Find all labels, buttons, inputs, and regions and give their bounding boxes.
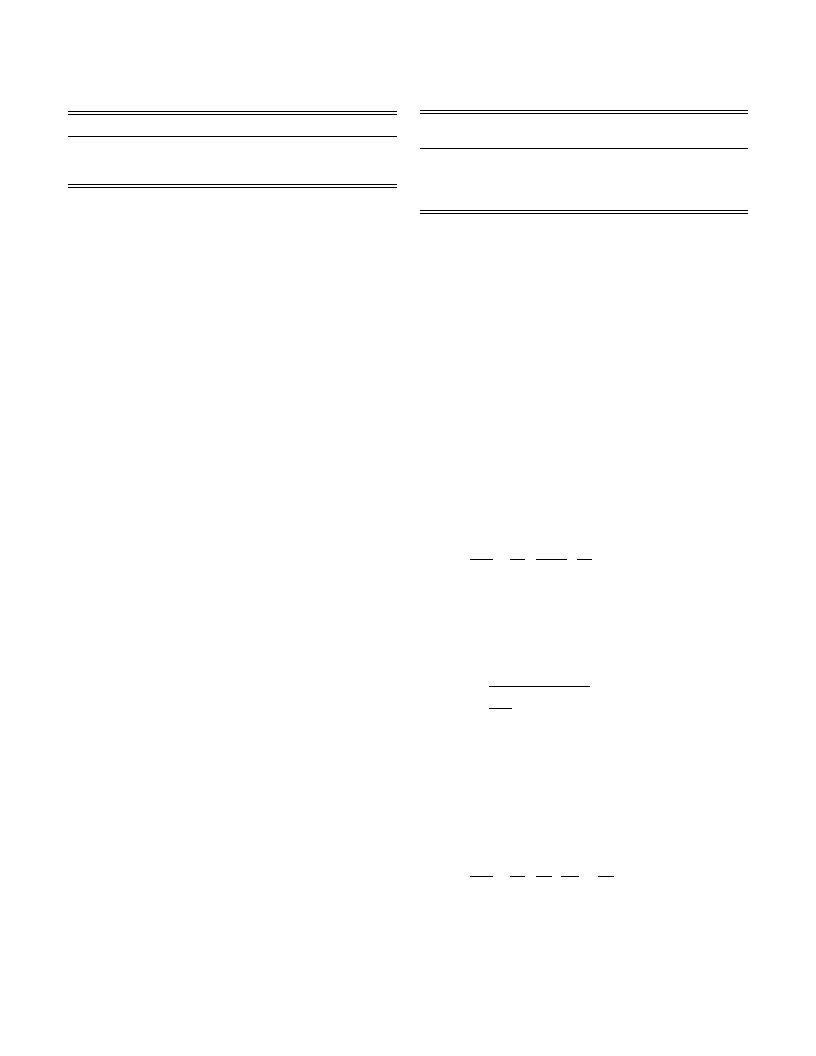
right-table-header-rule — [420, 148, 748, 149]
right-table-top-rule-1 — [420, 110, 748, 111]
left-table-top-rule-1 — [68, 111, 397, 112]
fraction-bar — [598, 876, 614, 877]
left-table-header-rule — [68, 136, 397, 137]
fraction-bar — [577, 559, 592, 560]
left-table-bottom-rule-2 — [68, 187, 397, 188]
right-table-bottom-rule-2 — [420, 213, 748, 214]
right-table-bottom-rule-1 — [420, 210, 748, 211]
fraction-bar — [536, 876, 552, 877]
fraction-bar — [489, 708, 512, 709]
fraction-bar — [536, 559, 567, 560]
left-table-bottom-rule-1 — [68, 184, 397, 185]
fraction-bar — [510, 876, 525, 877]
left-table-top-rule-2 — [68, 114, 397, 115]
fraction-bar — [489, 686, 590, 687]
fraction-bar — [470, 876, 493, 877]
fraction-bar — [561, 876, 579, 877]
fraction-bar — [510, 559, 525, 560]
fraction-bar — [470, 559, 493, 560]
right-table-top-rule-2 — [420, 113, 748, 114]
